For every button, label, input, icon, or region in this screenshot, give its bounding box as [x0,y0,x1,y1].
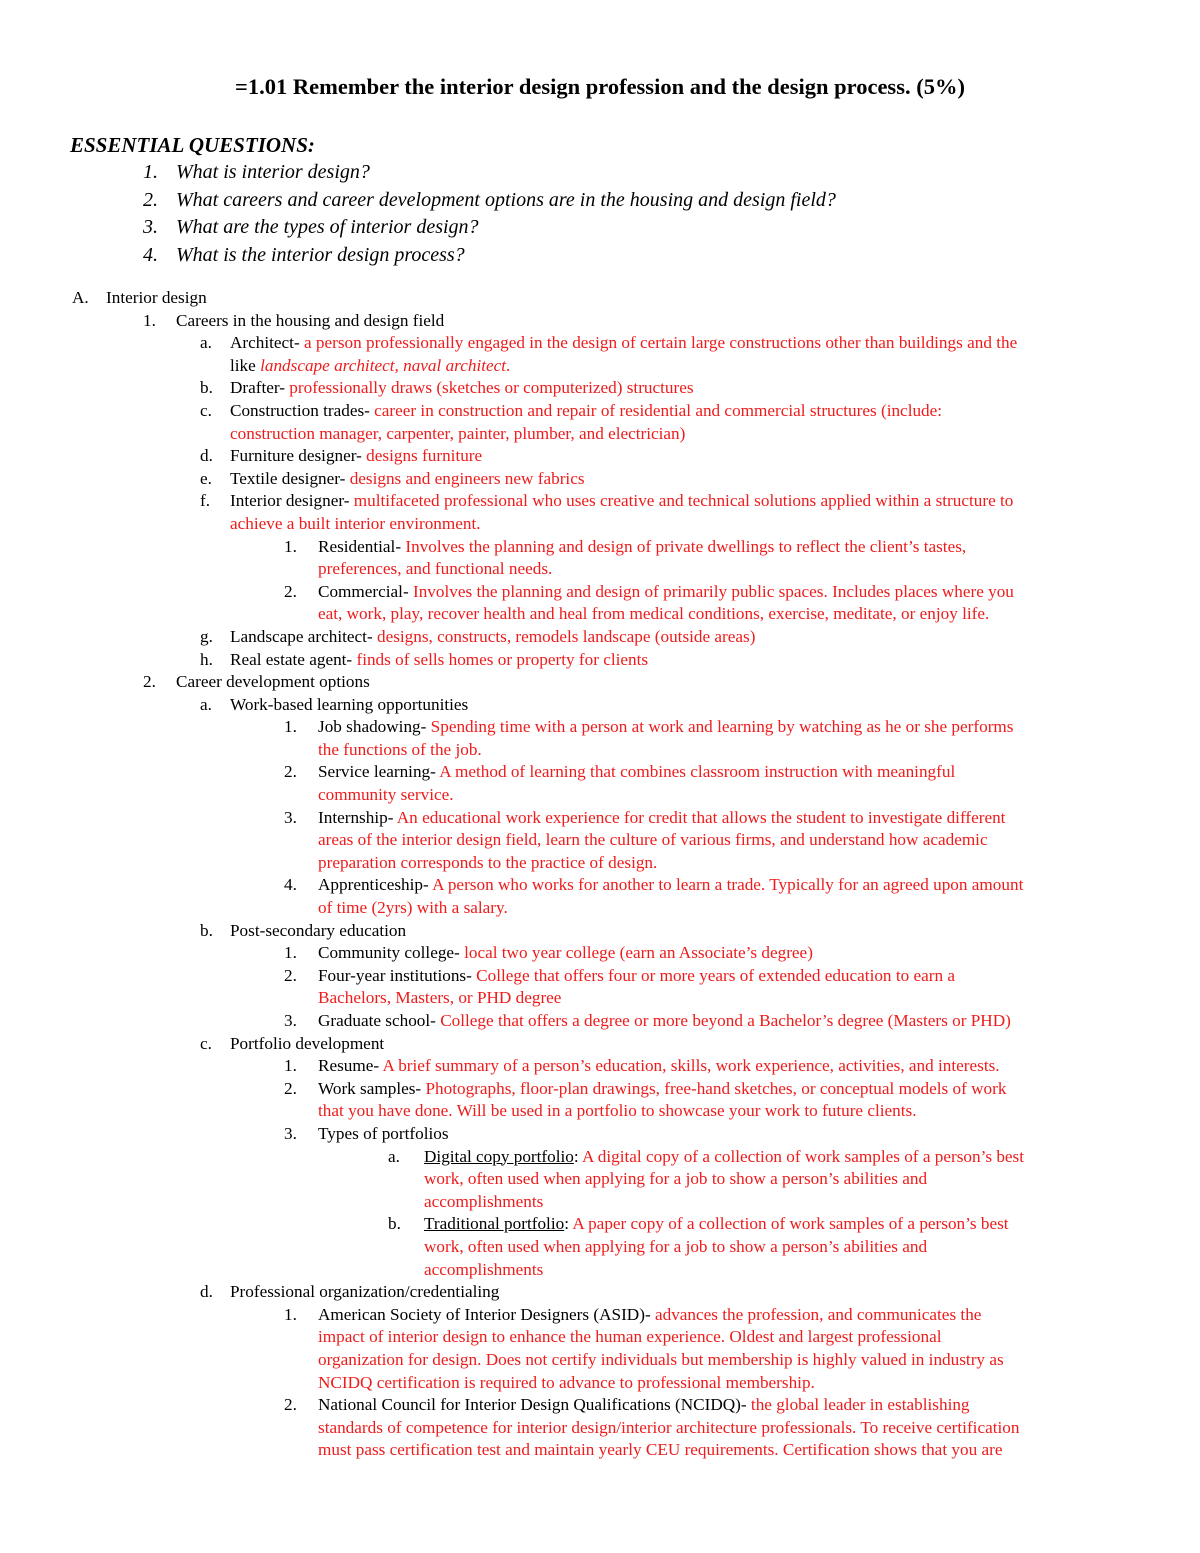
org-asid-cont [0,1326,1200,1349]
definition: A paper copy of a collection of work samples of a person’s best [568,1214,1009,1234]
definition: A brief summary of a person’s education, skills, work experience, activities, and interests. [379,1056,1000,1076]
outline-item-careers [0,310,1200,333]
ps-community-college [0,942,1200,965]
outline-marker: 2. [284,1395,297,1415]
outline-marker: b. [388,1214,401,1234]
definition: local two year college (earn an Associate’s degree) [459,943,813,963]
question-number: 4. [143,243,158,266]
definition: impact of interior design to enhance the human experience. Oldest and largest professional [318,1327,942,1347]
org-asid-cont3 [0,1372,1200,1395]
question-text: What are the types of interior design? [176,216,479,238]
essential-questions-heading: ESSENTIAL QUESTIONS: [70,133,315,157]
definition: the global leader in establishing [746,1395,970,1415]
term: Furniture designer- [230,446,362,466]
wbl-job-shadowing-cont [0,739,1200,762]
ps-four-year [0,965,1200,988]
pf-type-traditional-cont [0,1236,1200,1259]
question-text: What is the interior design process? [176,243,465,266]
outline-marker: a. [200,694,212,714]
definition: College that offers a degree or more beyond a Bachelor’s degree (Masters or PHD) [435,1011,1011,1030]
interior-type-commercial-cont [0,603,1200,626]
question-number: 2. [143,188,158,211]
outline-marker: 1. [284,1056,297,1076]
outline-label: Career development options [176,672,370,692]
outline-item-career-development [0,671,1200,694]
outline-label: Professional organization/credentialing [230,1282,500,1302]
term: Digital copy portfolio [424,1146,574,1166]
definition: achieve a built interior environment. [230,513,481,533]
pf-type-digital-cont2 [0,1191,1200,1214]
definition: A person who works for another to learn a trade. Typically for an agreed upon amount [428,875,1024,895]
definition: College that offers four or more years of extended education to earn a [471,965,955,985]
definition: finds of sells homes or property for clients [352,649,649,669]
outline-label: Post-secondary education [230,920,407,940]
career-interior-designer-cont [0,513,1200,536]
org-ncidq-cont2 [0,1439,1200,1462]
career-drafter [0,377,1200,400]
outline-marker: d. [200,446,213,466]
pf-type-digital [0,1146,1200,1169]
definition: Bachelors, Masters, or PHD degree [318,988,562,1008]
term: Residential- [318,536,402,556]
outline-marker: 2. [284,581,297,601]
career-architect [0,332,1200,355]
org-ncidq-cont [0,1417,1200,1440]
outline-marker: 3. [284,807,297,827]
outline-marker: 2. [284,762,297,782]
question-number: 3. [143,216,158,238]
outline-marker: a. [388,1146,400,1166]
term: Traditional portfolio [424,1214,565,1234]
professional-organization [0,1281,1200,1304]
definition: Involves the planning and design of private dwellings to reflect the client’s tastes, [401,536,967,556]
outline-marker: 1. [284,536,297,556]
colon: : [564,1214,569,1234]
term: National Council for Interior Design Qualifications (NCIDQ)- [318,1395,747,1415]
portfolio-development [0,1033,1200,1056]
term: Graduate school- [318,1011,436,1030]
punctuation: . [506,355,511,375]
definition: organization for design. Does not certify individuals but membership is highly valued in industry as [318,1349,1004,1369]
term: Community college- [318,943,460,963]
outline-marker: 4. [284,875,297,895]
pf-resume [0,1055,1200,1078]
pf-types [0,1123,1200,1146]
career-real-estate [0,649,1200,672]
outline-marker: 3. [284,1011,297,1030]
outline-marker: e. [200,468,212,488]
definition: A method of learning that combines classroom instruction with meaningful [435,762,956,782]
org-asid-cont2 [0,1349,1200,1372]
org-asid [0,1304,1200,1327]
term: Work samples- [318,1078,422,1098]
definition: must pass certification test and maintain yearly CEU requirements. Certification shows that you are [318,1440,1003,1460]
outline-label: Types of portfolios [318,1123,449,1143]
term: Internship- [318,807,394,827]
wbl-internship-cont [0,829,1200,852]
outline-label: Work-based learning opportunities [230,694,469,714]
pf-type-traditional [0,1213,1200,1236]
definition: construction manager, carpenter, painter, plumber, and electrician) [230,423,686,443]
term: Service learning- [318,762,436,782]
career-architect-cont [0,355,1200,378]
outline-marker: 2. [284,965,297,985]
content-outline [0,287,1200,1462]
question-text: What careers and career development options are in the housing and design field? [176,188,836,211]
outline-marker: a. [200,333,212,353]
term: Textile designer- [230,468,346,488]
career-interior-designer [0,490,1200,513]
definition: professionally draws (sketches or computerized) structures [285,378,694,398]
definition: accomplishments [424,1191,544,1211]
org-ncidq [0,1394,1200,1417]
outline-marker: b. [200,920,213,940]
outline-marker: A. [72,288,89,307]
definition: the functions of the job. [318,739,482,759]
outline-label: Careers in the housing and design field [176,310,445,330]
term: Real estate agent- [230,649,353,669]
interior-type-residential [0,536,1200,559]
definition-examples: landscape architect, naval architect [260,355,507,375]
outline-marker: h. [200,649,213,669]
definition: work, often used when applying for a job to show a person’s abilities and [424,1169,928,1189]
question-text: What is interior design? [176,161,370,183]
colon: : [573,1146,579,1166]
pf-type-traditional-cont2 [0,1259,1200,1282]
wbl-internship [0,807,1200,830]
ps-graduate-school [0,1010,1200,1033]
outline-marker: 3. [284,1123,297,1143]
term: Apprenticeship- [318,875,429,895]
definition: that you have done. Will be used in a portfolio to showcase your work to future clients. [318,1101,917,1121]
question-number: 1. [143,161,158,183]
page-title: =1.01 Remember the interior design profession and the design process. (5%) [235,74,965,99]
outline-marker: 1. [143,310,156,330]
definition: Spending time with a person at work and learning by watching as he or she performs [426,717,1014,737]
wbl-apprenticeship [0,874,1200,897]
definition: areas of the interior design field, learn the culture of various firms, and understand how academic [318,830,988,850]
outline-heading-a [0,287,1200,310]
definition: of time (2yrs) with a salary. [318,898,508,918]
work-based-learning [0,694,1200,717]
outline-marker: d. [200,1282,213,1302]
definition: Involves the planning and design of primarily public spaces. Includes places where you [408,581,1014,601]
wbl-service-learning [0,761,1200,784]
term: Architect- [230,333,300,353]
outline-marker: f. [200,491,211,511]
wbl-apprenticeship-cont [0,897,1200,920]
definition: standards of competence for interior design/interior architecture professionals. To receive certification [318,1417,1020,1437]
outline-marker: 1. [284,717,297,737]
term: Four-year institutions- [318,965,472,985]
wbl-job-shadowing [0,716,1200,739]
definition: preparation corresponds to the practice of design. [318,852,658,872]
ps-four-year-cont [0,987,1200,1010]
term: American Society of Interior Designers (ASID)- [318,1304,651,1324]
career-furniture [0,445,1200,468]
pf-work-samples-cont [0,1100,1200,1123]
definition: community service. [318,785,454,805]
interior-type-commercial [0,581,1200,604]
term: Commercial- [318,581,409,601]
interior-type-residential-cont [0,558,1200,581]
career-construction-cont [0,423,1200,446]
definition: accomplishments [424,1259,544,1279]
pf-work-samples [0,1078,1200,1101]
outline-marker: c. [200,400,212,420]
definition: eat, work, play, recover health and heal from medical conditions, exercise, meditate, or enjoy life. [318,604,990,624]
outline-marker: 2. [143,672,156,692]
term: Construction trades- [230,400,370,420]
career-construction [0,400,1200,423]
term: Resume- [318,1056,380,1076]
outline-marker: 1. [284,943,297,963]
text: like [230,355,261,375]
term: Job shadowing- [318,717,427,737]
outline-marker: b. [200,378,213,398]
definition: preferences, and functional needs. [318,559,553,579]
definition: A digital copy of a collection of work samples of a person’s best [578,1146,1025,1166]
wbl-service-learning-cont [0,784,1200,807]
outline-marker: c. [200,1033,212,1053]
definition: designs and engineers new fabrics [345,468,585,488]
definition: a person professionally engaged in the design of certain large constructions other than buildings and the [299,333,1018,353]
wbl-internship-cont2 [0,852,1200,875]
outline-marker: 2. [284,1078,297,1098]
outline-label: Portfolio development [230,1033,385,1053]
term: Interior designer- [230,491,350,511]
definition: designs, constructs, remodels landscape (outside areas) [372,626,756,646]
term: Drafter- [230,378,285,398]
definition: designs furniture [361,446,483,466]
definition: work, often used when applying for a job to show a person’s abilities and [424,1236,928,1256]
definition: Photographs, floor-plan drawings, free-hand sketches, or conceptual models of work [421,1078,1007,1098]
outline-marker: g. [200,626,213,646]
definition: multifaceted professional who uses creative and technical solutions applied within a structure to [349,491,1014,511]
post-secondary-education [0,920,1200,943]
outline-marker: 1. [284,1304,297,1324]
definition: advances the profession, and communicates the [650,1304,982,1324]
career-textile [0,468,1200,491]
pf-type-digital-cont [0,1168,1200,1191]
outline-label: Interior design [106,288,207,307]
career-landscape [0,626,1200,649]
definition: NCIDQ certification is required to advance to professional membership. [318,1372,815,1392]
definition: An educational work experience for credit that allows the student to investigate different [393,807,1006,827]
definition: career in construction and repair of residential and commercial structures (include: [369,400,943,420]
term: Landscape architect- [230,626,373,646]
